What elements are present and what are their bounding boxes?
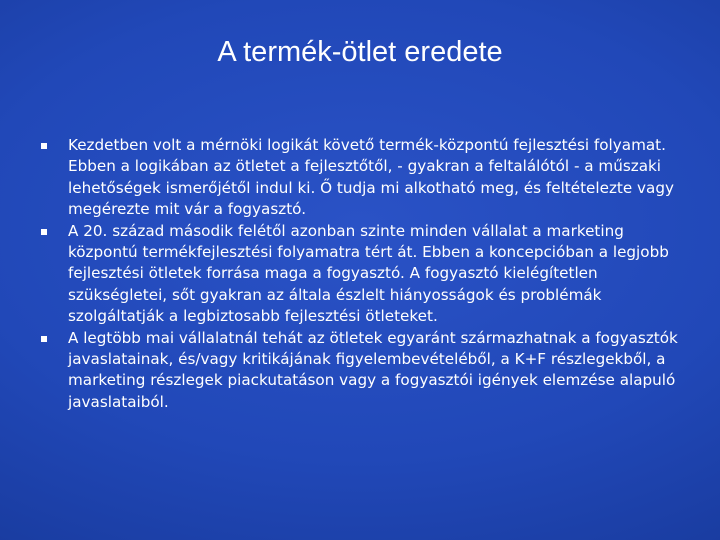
bullet-text: A legtöbb mai vállalatnál tehát az ötletek egyaránt származhatnak a fogyasztók javaslatainak, és/vagy kritikájának figyelembevételéből, a K+F részlegekből, a marketing részlegek piackutatáson vagy a fogyasztói igények elemzése alapuló javaslataiból.	[68, 328, 678, 411]
bullet-text: A 20. század második felétől azonban szinte minden vállalat a marketing központú termékfejlesztési folyamatra tért át. Ebben a koncepcióban a legjobb fejlesztési ötletek forrása maga a fogyasztó. A fogyasztó kielégítetlen szükségletei, sőt gyakran az általa észlelt hiányosságok és problémák szolgáltatják a legbiztosabb fejlesztési ötleteket.	[68, 221, 669, 326]
square-bullet-icon	[41, 336, 47, 342]
bullet-item	[40, 328, 690, 414]
bullet-text: Kezdetben volt a mérnöki logikát követő termék-központú fejlesztési folyamat. Ebben a logikában az ötletet a fejlesztőtől, - gyakran a feltalálótól - a műszaki lehetőségek ismerőjétől indul ki. Ő tudja mi alkotható meg, és feltételezte vagy megérezte mit vár a fogyasztó.	[68, 136, 674, 219]
bullet-list	[40, 135, 690, 413]
bullet-item	[40, 135, 690, 221]
square-bullet-icon	[41, 229, 47, 235]
bullet-item	[40, 221, 690, 328]
slide-title: A termék-ötlet eredete	[217, 36, 503, 68]
square-bullet-icon	[41, 143, 47, 149]
